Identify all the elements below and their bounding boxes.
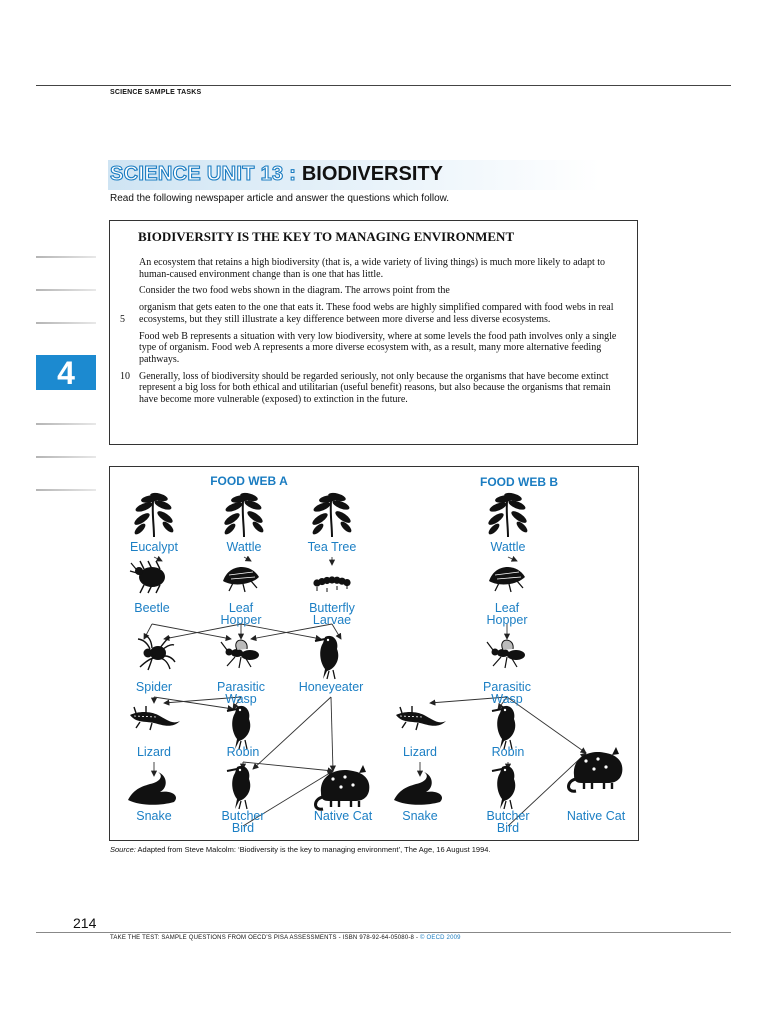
organism-label-line: Butterfly [309, 601, 355, 615]
organism-label-line: Robin [226, 745, 260, 759]
organism-label-line: Honeyeater [298, 680, 364, 694]
footer-text: TAKE THE TEST: SAMPLE QUESTIONS FROM OECD’S PISA ASSESSMENTS - ISBN 978-92-64-05080-8 - [110, 935, 419, 941]
bottom-rule [36, 932, 731, 933]
organism-label-line: Spider [135, 680, 173, 694]
organism-label [299, 680, 364, 694]
line-number: 5 [120, 314, 125, 326]
organism-label-line: Bird [231, 821, 255, 835]
page-number: 214 [73, 915, 97, 931]
organism-label [487, 601, 528, 627]
food-web-canvas [110, 467, 639, 841]
organism-label-line: Wattle [490, 540, 526, 554]
organism-label-line: Snake [136, 809, 172, 823]
organism-label-line: Lizard [136, 745, 172, 759]
food-web-arrow [331, 697, 333, 771]
snake-icon [394, 772, 442, 805]
side-tick [36, 423, 96, 425]
food-web-arrow [253, 697, 331, 769]
top-rule [36, 85, 731, 86]
side-tick [36, 289, 96, 291]
organism-label [227, 540, 262, 554]
cat-icon [569, 747, 623, 791]
plant-icon [311, 491, 353, 537]
caterpillar-icon [313, 576, 350, 592]
organism-label [309, 601, 356, 627]
side-tick [36, 322, 96, 324]
spider-icon [138, 636, 175, 670]
organism-label-line: Butcher [221, 809, 265, 823]
organism-label [137, 745, 171, 759]
bird-icon [315, 636, 338, 679]
organism-label [227, 745, 260, 759]
side-tick [36, 489, 96, 491]
bird-icon [492, 766, 515, 809]
food-web-arrow [154, 557, 162, 561]
organism-label-line: Larvae [312, 613, 352, 627]
line-number: 10 [120, 370, 130, 382]
bird-icon [492, 706, 515, 749]
organism-label-line: Lizard [402, 745, 438, 759]
wasp-icon [487, 640, 525, 668]
article-headline: BIODIVERSITY IS THE KEY TO MANAGING ENVIRONMENT [138, 229, 515, 244]
plant-icon [223, 491, 265, 537]
organism-label-line: Beetle [134, 601, 170, 615]
organism-label [136, 809, 171, 823]
article-body [120, 257, 631, 411]
organism-label-line: Parasitic [217, 680, 265, 694]
leafhopper-icon [489, 567, 525, 592]
bird-icon [227, 766, 250, 809]
organism-label-line: Tea Tree [307, 540, 357, 554]
organism-label-line: Bird [496, 821, 520, 835]
food-web-arrow [152, 624, 231, 639]
organism-label-line: Wasp [491, 692, 523, 706]
running-head: SCIENCE SAMPLE TASKS [110, 89, 202, 96]
side-tick [36, 256, 96, 258]
organism-label [314, 809, 373, 823]
unit-label: SCIENCE UNIT 13 : [110, 163, 297, 185]
wasp-icon [221, 640, 259, 668]
organism-label [483, 680, 531, 706]
organism-label-line: Eucalypt [130, 540, 178, 554]
organism-label [221, 809, 264, 835]
paragraph-text: Generally, loss of biodiversity should be regarded seriously, not only because the organisms that have become extinct represent a big loss for both ethical and utilitarian (useful benefit) reasons, but also because the organisms that remain have become more vulnerable (exposed) to extinction in the future. [139, 370, 611, 406]
food-web-diagram [109, 466, 639, 841]
food-web-b-title: FOOD WEB B [480, 475, 558, 489]
organism-label [492, 745, 525, 759]
organism-label [221, 601, 262, 627]
article-paragraph [139, 257, 631, 280]
organism-label-line: Hopper [486, 613, 528, 627]
snake-icon [128, 772, 176, 805]
bird-icon [227, 706, 250, 749]
lizard-icon [130, 706, 180, 730]
food-web-arrow [243, 762, 333, 771]
side-tick [36, 456, 96, 458]
food-web-arrow [244, 557, 251, 561]
organism-label [403, 745, 437, 759]
organism-label-line: Wasp [225, 692, 257, 706]
paragraph-text: An ecosystem that retains a high biodiversity (that is, a wide variety of living things) is much more likely to adapt to human-caused environment change than is one that has little. [139, 257, 606, 280]
food-web-a-title: FOOD WEB A [210, 474, 288, 488]
organism-label-line: Leaf [228, 601, 254, 615]
organism-label-line: Butcher [486, 809, 530, 823]
paragraph-text: Food web B represents a situation with very low biodiversity, where at some levels the food path involves only a single type of organism. Food web A represents a more diverse ecosystem with, as a result, many more alternative feeding pathways. [139, 330, 617, 365]
organism-label [217, 680, 265, 706]
unit-topic: BIODIVERSITY [301, 163, 443, 185]
organism-label [308, 540, 357, 554]
article-box [109, 220, 638, 445]
organism-label-line: Parasitic [483, 680, 531, 694]
food-web-arrow [508, 557, 517, 561]
organism-label-line: Native Cat [566, 809, 626, 823]
organism-label-line: Native Cat [313, 809, 373, 823]
chapter-tab: 4 [36, 355, 96, 390]
instructions: Read the following newspaper article and answer the questions which follow. [110, 193, 450, 204]
source-text: Adapted from Steve Malcolm: ‘Biodiversity is the key to managing environment’, The Age, 16 August 1994. [137, 845, 491, 854]
paragraph-text: organism that gets eaten to the one that eats it. These food webs are highly simplified compared with food webs in real ecosystems, but they still illustrate a key difference between more diverse and less diverse ecosystems. [139, 302, 614, 325]
organism-label [402, 809, 437, 823]
lizard-icon [396, 706, 446, 730]
article-paragraph [120, 302, 631, 326]
paragraph-text: Consider the two food webs shown in the diagram. The arrows point from the [139, 285, 450, 297]
organism-label [134, 601, 169, 615]
organism-label [486, 809, 529, 835]
organism-label-line: Wattle [226, 540, 262, 554]
source-label: Source: [110, 845, 136, 854]
organism-label [567, 809, 626, 823]
beetle-icon [130, 561, 165, 593]
organism-label-line: Robin [491, 745, 525, 759]
plant-icon [133, 491, 175, 537]
article-paragraph [139, 285, 631, 297]
leafhopper-icon [223, 567, 259, 592]
source-citation [110, 845, 491, 854]
organism-label-line: Leaf [494, 601, 520, 615]
cat-icon [316, 765, 370, 809]
plant-icon [487, 491, 529, 537]
organism-label-line: Hopper [220, 613, 262, 627]
organism-label-line: Snake [402, 809, 438, 823]
article-paragraph [120, 370, 631, 406]
article-paragraph [139, 331, 631, 366]
footer [110, 935, 461, 941]
footer-copyright: © OECD 2009 [420, 935, 461, 941]
organism-label [136, 680, 172, 694]
organism-label [491, 540, 526, 554]
page-title [110, 163, 443, 186]
organism-label [130, 540, 178, 554]
